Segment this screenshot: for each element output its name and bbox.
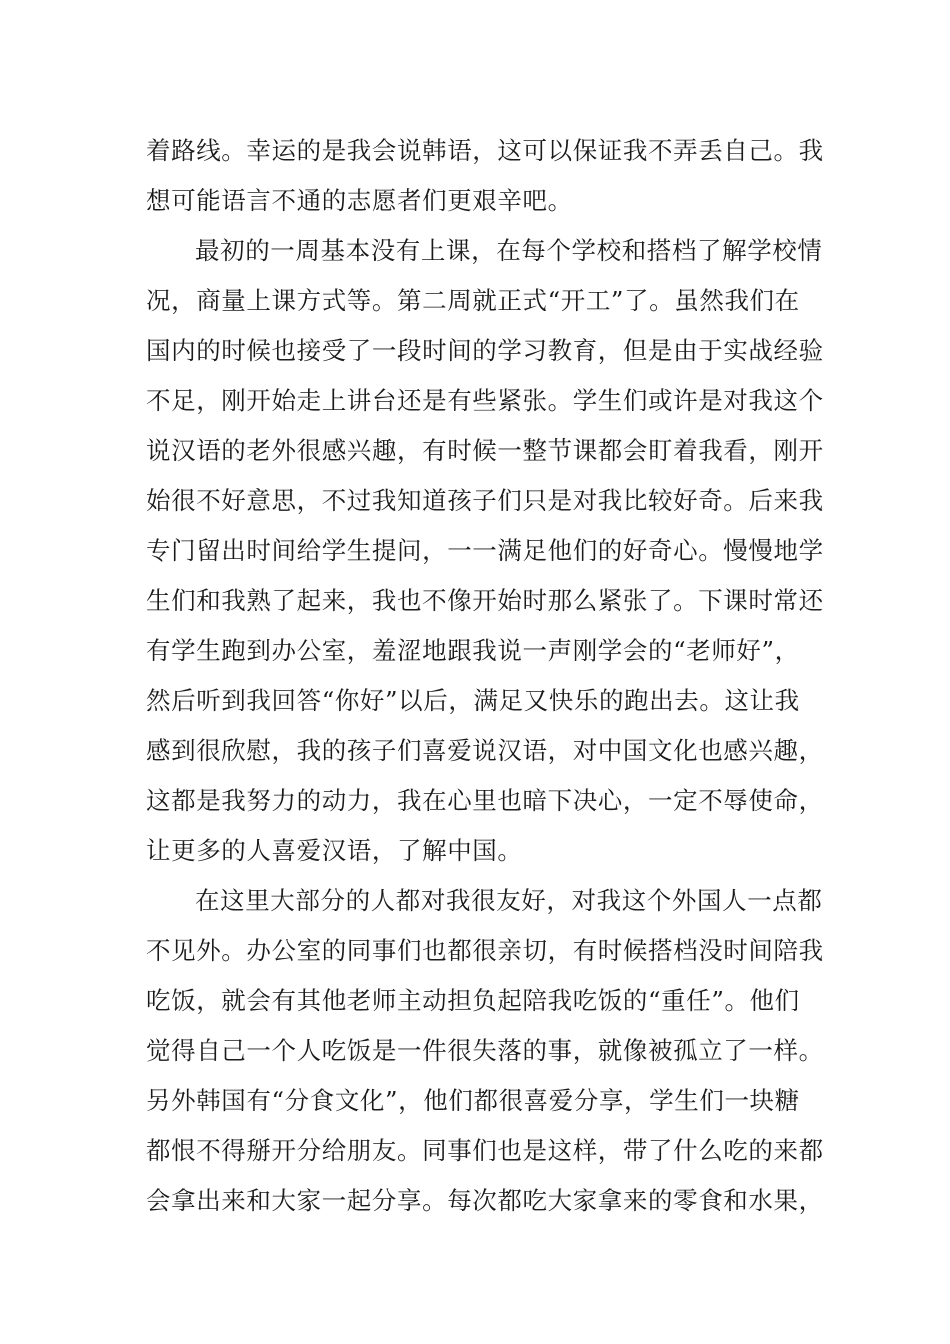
text-line: 觉得自己一个人吃饭是一件很失落的事，就像被孤立了一样。 — [146, 1036, 824, 1065]
text-line: 另外韩国有“分食文化”，他们都很喜爱分享，学生们一块糖 — [146, 1086, 800, 1115]
text-line: 感到很欣慰，我的孩子们喜爱说汉语，对中国文化也感兴趣， — [146, 736, 824, 765]
body-text — [146, 126, 824, 1226]
paragraph-first-line: 在这里大部分的人都对我很友好，对我这个外国人一点都 — [195, 886, 823, 915]
text-line: 让更多的人喜爱汉语，了解中国。 — [146, 836, 523, 865]
text-line: 然后听到我回答“你好”以后，满足又快乐的跑出去。这让我 — [146, 686, 800, 715]
text-line: 想可能语言不通的志愿者们更艰辛吧。 — [146, 186, 573, 215]
text-line: 这都是我努力的动力，我在心里也暗下决心，一定不辱使命， — [146, 786, 824, 815]
text-line: 说汉语的老外很感兴趣，有时候一整节课都会盯着我看，刚开 — [146, 436, 824, 465]
text-line: 国内的时候也接受了一段时间的学习教育，但是由于实战经验 — [146, 336, 824, 365]
text-line: 吃饭，就会有其他老师主动担负起陪我吃饭的“重任”。他们 — [146, 986, 800, 1015]
text-line: 着路线。幸运的是我会说韩语，这可以保证我不弄丢自己。我 — [146, 136, 824, 165]
text-line: 生们和我熟了起来，我也不像开始时那么紧张了。下课时常还 — [146, 586, 824, 615]
paragraph-first-line: 最初的一周基本没有上课，在每个学校和搭档了解学校情 — [195, 236, 823, 265]
text-line: 会拿出来和大家一起分享。每次都吃大家拿来的零食和水果， — [146, 1186, 824, 1215]
text-line: 专门留出时间给学生提问，一一满足他们的好奇心。慢慢地学 — [146, 536, 824, 565]
text-line: 况，商量上课方式等。第二周就正式“开工”了。虽然我们在 — [146, 286, 800, 315]
text-line: 不见外。办公室的同事们也都很亲切，有时候搭档没时间陪我 — [146, 936, 824, 965]
text-line: 不足，刚开始走上讲台还是有些紧张。学生们或许是对我这个 — [146, 386, 824, 415]
text-line: 都恨不得掰开分给朋友。同事们也是这样，带了什么吃的来都 — [146, 1136, 824, 1165]
text-line: 有学生跑到办公室，羞涩地跟我说一声刚学会的“老师好”， — [146, 636, 800, 665]
text-line: 始很不好意思，不过我知道孩子们只是对我比较好奇。后来我 — [146, 486, 824, 515]
